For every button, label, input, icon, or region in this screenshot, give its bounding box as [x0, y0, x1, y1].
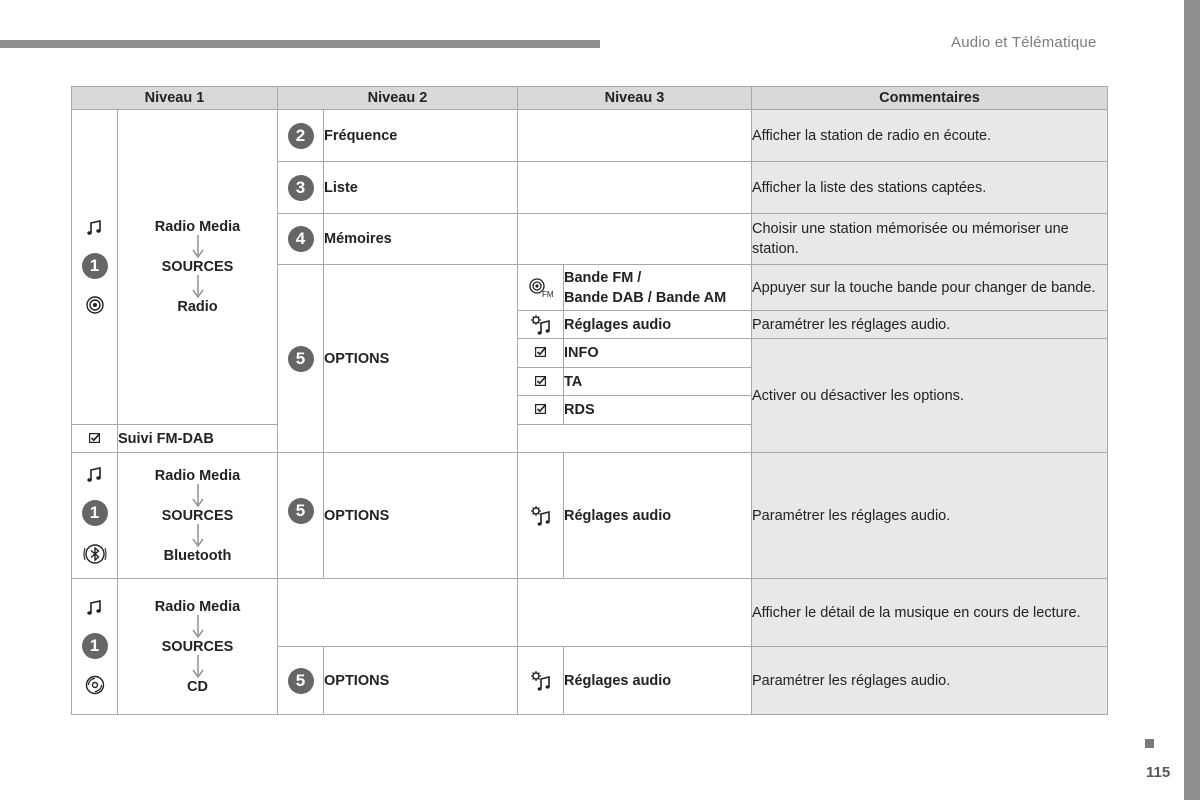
table-header-row	[72, 87, 1108, 110]
flow-sources: SOURCES	[161, 507, 234, 524]
music-note-icon	[86, 219, 104, 237]
step-badge-2: 2	[288, 123, 314, 149]
audio-settings-icon	[530, 505, 552, 527]
step-badge-1: 1	[82, 500, 108, 526]
table-row	[72, 579, 1108, 647]
comment-frequence: Afficher la station de radio en écoute.	[752, 110, 1108, 162]
flow-radio-media: Radio Media	[154, 219, 241, 235]
level3-reglages-audio: Réglages audio	[564, 647, 752, 715]
level2-memoires: Mémoires	[324, 214, 518, 265]
level2-options: OPTIONS	[324, 453, 518, 579]
header-niveau-1: Niveau 1	[72, 87, 278, 110]
comment-detail-musique: Afficher le détail de la musique en cours de lecture.	[752, 579, 1108, 647]
comment-reglages-audio: Paramétrer les réglages audio.	[752, 311, 1108, 339]
music-note-icon	[86, 599, 104, 617]
comment-options-checks: Activer ou désactiver les options.	[752, 339, 1108, 453]
page-marker	[1145, 739, 1154, 748]
header-niveau-2: Niveau 2	[278, 87, 518, 110]
level1-flow-cd	[118, 579, 278, 715]
flow-radio-media: Radio Media	[154, 467, 241, 484]
step-badge-3: 3	[288, 175, 314, 201]
section-title: Audio et Télématique	[951, 34, 1097, 51]
table-row	[72, 110, 1108, 162]
level3-ta: TA	[564, 368, 752, 396]
checkbox-icon	[535, 376, 546, 386]
header-bar	[0, 40, 600, 48]
level1-icons-radio	[72, 110, 118, 425]
audio-settings-icon	[530, 314, 552, 336]
level2-liste: Liste	[324, 162, 518, 214]
checkbox-icon	[535, 347, 546, 357]
down-arrow-icon	[192, 615, 204, 639]
step-badge-1: 1	[82, 253, 108, 279]
radio-waves-icon	[85, 295, 105, 315]
level2-frequence: Fréquence	[324, 110, 518, 162]
music-note-icon	[86, 466, 104, 484]
menu-table	[71, 86, 1108, 715]
flow-sources: SOURCES	[161, 259, 234, 275]
step-badge-5: 5	[288, 668, 314, 694]
level3-bande: Bande FM / Bande DAB / Bande AM	[564, 265, 752, 311]
level2-options: OPTIONS	[324, 647, 518, 715]
header-niveau-3: Niveau 3	[518, 87, 752, 110]
flow-radio-media: Radio Media	[154, 598, 241, 615]
level1-flow-bluetooth	[118, 453, 278, 579]
comment-reglages-audio: Paramétrer les réglages audio.	[752, 453, 1108, 579]
flow-sources: SOURCES	[161, 638, 234, 655]
down-arrow-icon	[192, 524, 204, 548]
level3-reglages-audio: Réglages audio	[564, 453, 752, 579]
comment-reglages-audio: Paramétrer les réglages audio.	[752, 647, 1108, 715]
level3-info: INFO	[564, 339, 752, 368]
level2-options: OPTIONS	[324, 265, 518, 453]
bluetooth-icon	[83, 542, 107, 566]
page-number: 115	[1146, 764, 1171, 781]
svg-text:FM: FM	[541, 289, 554, 299]
comment-memoires: Choisir une station mémorisée ou mémoriser une station.	[752, 214, 1108, 265]
level1-icons-bluetooth	[72, 453, 118, 579]
level1-flow-radio	[118, 110, 278, 425]
side-bar	[1184, 0, 1200, 800]
level3-reglages-audio: Réglages audio	[564, 311, 752, 339]
flow-bluetooth: Bluetooth	[163, 547, 232, 564]
down-arrow-icon	[192, 484, 204, 508]
step-badge-5: 5	[288, 346, 314, 372]
level1-icons-cd	[72, 579, 118, 715]
flow-radio: Radio	[177, 299, 218, 315]
checkbox-icon	[89, 433, 100, 443]
level3-suivi-fm-dab: Suivi FM-DAB	[118, 425, 278, 453]
down-arrow-icon	[192, 235, 204, 259]
down-arrow-icon	[192, 275, 204, 299]
audio-settings-icon	[530, 670, 552, 692]
header-commentaires: Commentaires	[752, 87, 1108, 110]
step-badge-4: 4	[288, 226, 314, 252]
comment-bande: Appuyer sur la touche bande pour changer de bande.	[752, 265, 1108, 311]
checkbox-icon	[535, 404, 546, 414]
step-badge-1: 1	[82, 633, 108, 659]
step-badge-5: 5	[288, 498, 314, 524]
flow-cd: CD	[187, 678, 208, 695]
comment-liste: Afficher la liste des stations captées.	[752, 162, 1108, 214]
down-arrow-icon	[192, 655, 204, 679]
level3-rds: RDS	[564, 396, 752, 425]
table-row	[72, 453, 1108, 579]
cd-icon	[85, 675, 105, 695]
radio-fm-icon	[528, 277, 554, 299]
